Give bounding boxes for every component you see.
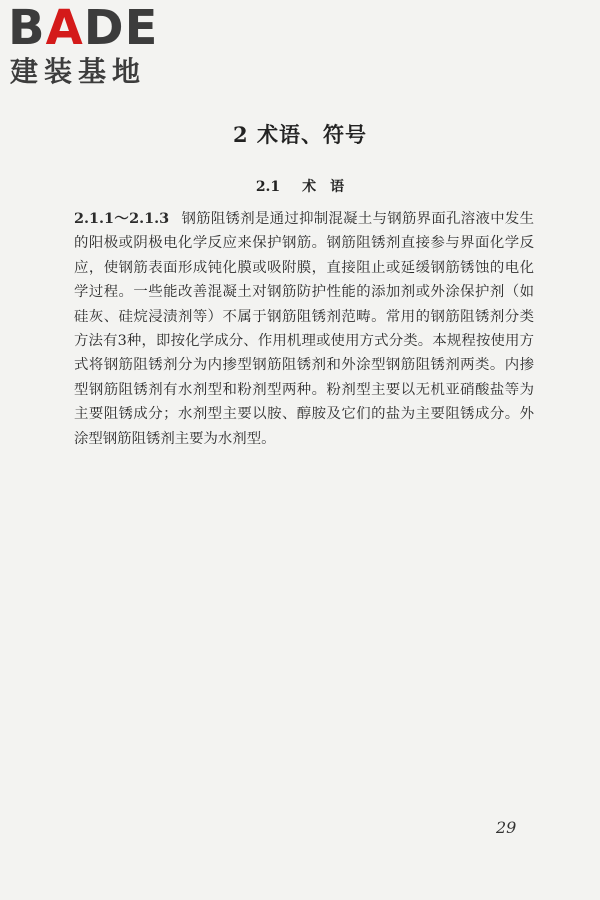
watermark-letter-a: A (45, 0, 84, 56)
chapter-title: 2 术语、符号 (233, 122, 367, 147)
watermark-brand-chinese: 建装基地 (10, 55, 147, 88)
clause-number: 2.1.1～2.1.3 (74, 210, 170, 227)
bade-watermark-logo (8, 0, 178, 90)
section-heading (0, 176, 600, 196)
watermark-letter-b: B (8, 0, 46, 56)
page-number: 29 (496, 818, 517, 837)
clause-text: 钢筋阻锈剂是通过抑制混凝土与钢筋界面孔溶液中发生的阳极或阴极电化学反应来保护钢筋。钢筋阻锈剂直接参与界面化学反应，使钢筋表面形成钝化膜或吸附膜，直接阻止或延缓钢筋锈蚀的电化学过程。一些能改善混凝土对钢筋防护性能的添加剂或外涂保护剂（如硅灰、硅烷浸渍剂等）不属于钢筋阻锈剂范畴。常用的钢筋阻锈剂分类方法有3种，即按化学成分、作用机理或使用方式分类。本规程按使用方式将钢筋阻锈剂分为内掺型钢筋阻锈剂和外涂型钢筋阻锈剂两类。内掺型钢筋阻锈剂有水剂型和粉剂型两种。粉剂型主要以无机亚硝酸盐等为主要阻锈成分；水剂型主要以胺、醇胺及它们的盐为主要阻锈成分。外涂型钢筋阻锈剂主要为水剂型。 (74, 211, 534, 447)
section-number: 2.1 (255, 179, 281, 195)
watermark-brand-latin (8, 0, 159, 56)
clause-paragraph (74, 207, 534, 451)
watermark-letters-de: DE (83, 0, 159, 56)
section-title: 术 语 (302, 179, 345, 195)
